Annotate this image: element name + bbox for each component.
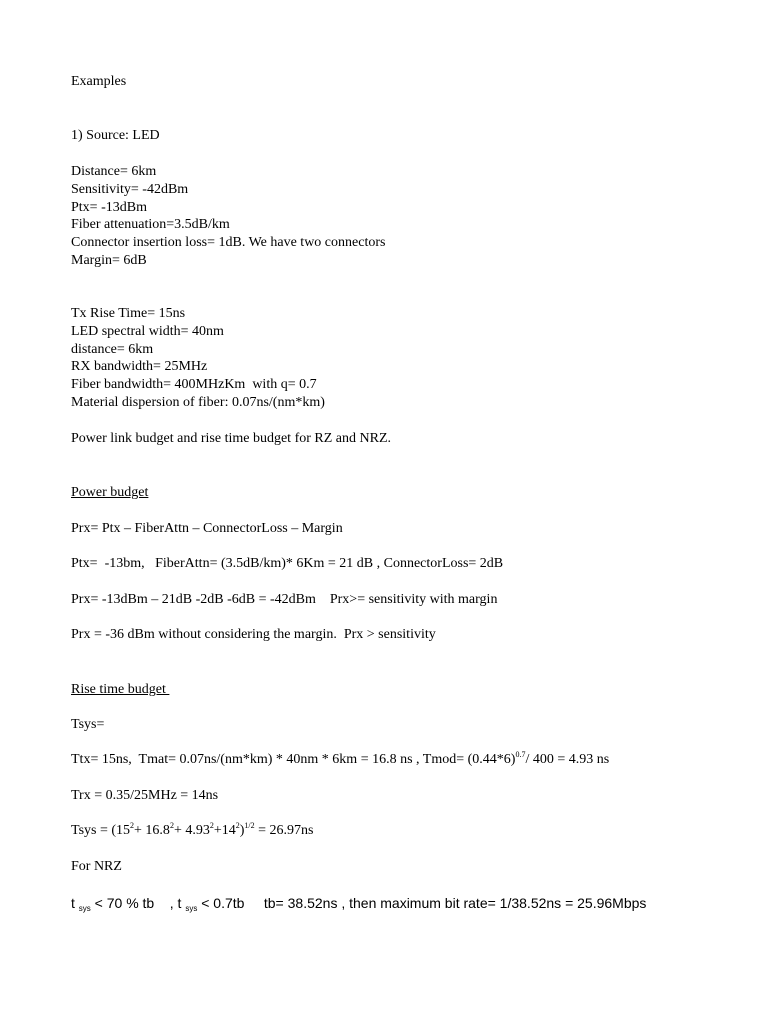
tsys-exp-4: 2 xyxy=(235,821,240,830)
tsys-label: Tsys= xyxy=(71,717,105,732)
nrz-sub-1: sys xyxy=(78,904,91,913)
nrz-text-2: < 70 % tb , t xyxy=(90,895,186,911)
param-fiber-bandwidth: Fiber bandwidth= 400MHzKm with q= 0.7 xyxy=(71,377,317,392)
nrz-text-3: < 0.7tb tb= 38.52ns , then maximum bit rate= 1/38.52ns = 25.96Mbps xyxy=(197,895,647,911)
nrz-equation xyxy=(71,894,646,912)
power-budget-formula: Prx= Ptx – FiberAttn – ConnectorLoss – Margin xyxy=(71,521,343,536)
tsys-text-6: = 26.97ns xyxy=(254,823,314,838)
nrz-text-1: t xyxy=(71,895,79,911)
task-statement: Power link budget and rise time budget for RZ and NRZ. xyxy=(71,431,391,446)
param-ptx: Ptx= -13dBm xyxy=(71,200,147,215)
tsys-text-5: ) xyxy=(239,823,245,838)
power-budget-heading: Power budget xyxy=(71,485,149,500)
ttx-text-1: Ttx= 15ns, Tmat= 0.07ns/(nm*km) * 40nm * 6km = 16.8 ns , Tmod= (0.44*6) xyxy=(71,752,516,767)
tsys-text-1: Tsys = (15 xyxy=(71,823,131,838)
nrz-label: For NRZ xyxy=(71,859,122,874)
param-material-dispersion: Material dispersion of fiber: 0.07ns/(nm*km) xyxy=(71,395,325,410)
trx-equation: Trx = 0.35/25MHz = 14ns xyxy=(71,788,219,803)
tsys-exp-3: 2 xyxy=(209,821,214,830)
page-heading: Examples xyxy=(71,74,127,89)
tsys-exp-5: 1/2 xyxy=(244,821,255,830)
ttx-exponent: 0.7 xyxy=(515,750,526,759)
tsys-text-4: +14 xyxy=(213,823,236,838)
param-margin: Margin= 6dB xyxy=(71,253,147,268)
param-sensitivity: Sensitivity= -42dBm xyxy=(71,182,189,197)
rise-time-heading: Rise time budget xyxy=(71,682,170,697)
param-tx-rise-time: Tx Rise Time= 15ns xyxy=(71,306,186,321)
power-budget-result: Prx= -13dBm – 21dB -2dB -6dB = -42dBm Prx>= sensitivity with margin xyxy=(71,592,498,607)
param-connector-loss: Connector insertion loss= 1dB. We have two connectors xyxy=(71,235,386,250)
nrz-sub-2: sys xyxy=(185,904,198,913)
ttx-equation xyxy=(71,751,609,769)
power-budget-result-no-margin: Prx = -36 dBm without considering the margin. Prx > sensitivity xyxy=(71,627,436,642)
param-led-spectral-width: LED spectral width= 40nm xyxy=(71,324,224,339)
ttx-text-2: / 400 = 4.93 ns xyxy=(525,752,610,767)
example-title: 1) Source: LED xyxy=(71,128,160,143)
tsys-exp-2: 2 xyxy=(169,821,174,830)
param-distance: Distance= 6km xyxy=(71,164,157,179)
param-distance-2: distance= 6km xyxy=(71,342,154,357)
tsys-exp-1: 2 xyxy=(130,821,135,830)
tsys-text-2: + 16.8 xyxy=(134,823,170,838)
power-budget-values: Ptx= -13bm, FiberAttn= (3.5dB/km)* 6Km = 21 dB , ConnectorLoss= 2dB xyxy=(71,556,504,571)
tsys-equation xyxy=(71,822,314,840)
tsys-text-3: + 4.93 xyxy=(173,823,210,838)
param-rx-bandwidth: RX bandwidth= 25MHz xyxy=(71,359,208,374)
param-fiber-attenuation: Fiber attenuation=3.5dB/km xyxy=(71,217,230,232)
